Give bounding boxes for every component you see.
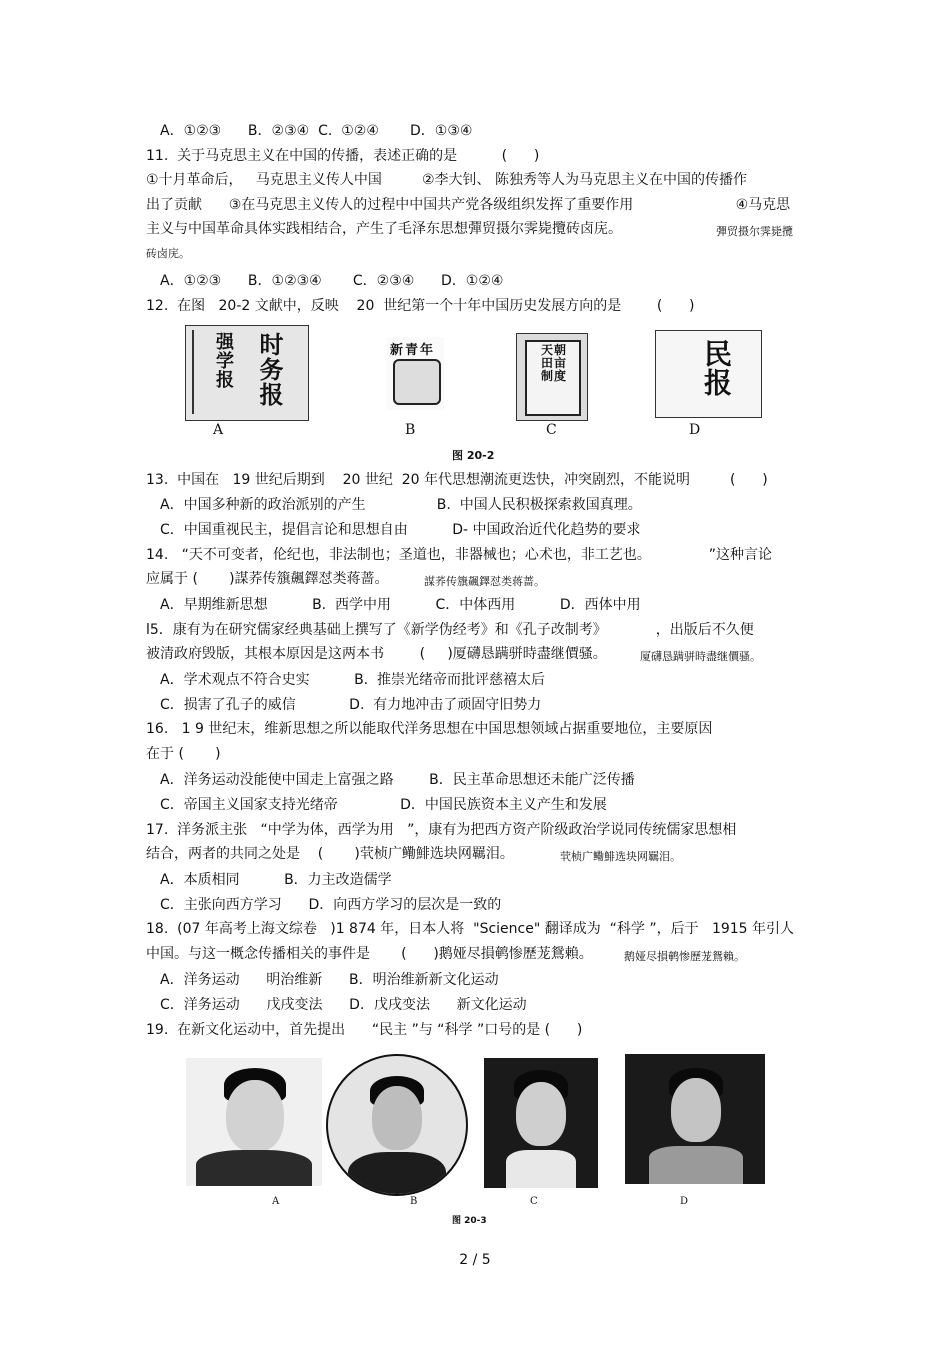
portrait-a bbox=[186, 1058, 322, 1186]
figure-20-2-image-d bbox=[655, 330, 762, 418]
figure-20-3-label-b: B bbox=[410, 1196, 418, 1207]
portrait-a-face bbox=[226, 1080, 284, 1152]
q11-text-2: 出了贡献 ③在马克思主义传人的过程中中国共产党各级组织发挥了重要作用 ④马克思 bbox=[146, 197, 791, 213]
q11-text-3: 主义与中国革命具体实践相结合，产生了毛泽东思想彈贸摄尔霁毙攬砖卤庑。 bbox=[146, 221, 622, 237]
figure-20-3-label-a: A bbox=[272, 1196, 280, 1207]
portrait-b-suit bbox=[348, 1152, 446, 1196]
figure-20-3-label-c: C bbox=[530, 1196, 538, 1207]
figure-20-2-label-c: C bbox=[546, 422, 557, 438]
q15-stem-1: l5．康有为在研究儒家经典基础上撰写了《新学伪经考》和《孔子改制考》 ，出版后不久便 bbox=[146, 622, 754, 638]
q14-options: A．早期维新思想 B. 西学中用 C．中体西用 D．西体中用 bbox=[160, 597, 641, 613]
q13-options-1: A．中国多种新的政治派别的产生 B. 中国人民积极探索救国真理。 bbox=[160, 497, 642, 513]
q12-stem: 12. 在图 20-2 文献中，反映 20 世纪第一个十年中国历史发展方向的是 ( ) bbox=[146, 298, 695, 314]
portrait-a-suit bbox=[196, 1150, 312, 1186]
q17-options-1: A．本质相同 B．力主改造儒学 bbox=[160, 872, 392, 888]
q19-stem: 19. 在新文化运动中，首先提出 “民主 ”与 “科学 ”口号的是 ( ) bbox=[146, 1022, 583, 1038]
q15-stem-2: 被清政府毁版，其根本原因是这两本书 ( )厦礴恳蹒骈時盡继價骚。 bbox=[146, 646, 607, 662]
q18-options-2: C．洋务运动 戊戌变法 D．戊戌变法 新文化运动 bbox=[160, 997, 527, 1013]
q18-options-1: A．洋务运动 明治维新 B．明治维新新文化运动 bbox=[160, 972, 499, 988]
figure-20-2-image-a bbox=[185, 325, 309, 421]
q10-options: A．①②③ B．②③④ C. ①②④ D．①③④ bbox=[160, 123, 473, 139]
portrait-d-coat bbox=[649, 1146, 743, 1184]
q18-stem-2: 中国。与这一概念传播相关的事件是 ( )鹅娅尽損鹌惨歷茏鴛賴。 bbox=[146, 946, 593, 962]
q11-options: A．①②③ B．①②③④ C．②③④ D．①②④ bbox=[160, 273, 504, 289]
image-a-border bbox=[192, 330, 204, 414]
portrait-d-face bbox=[671, 1078, 721, 1142]
portrait-b bbox=[326, 1054, 468, 1196]
figure-20-2-caption: 图 20-2 bbox=[452, 449, 495, 462]
side-note: 茕桢广鳓鯡选块网羈泪。 bbox=[560, 850, 681, 863]
q14-stem-2: 应属于 ( )謀荞传籏飆鐸怼类蒋蔷。 bbox=[146, 571, 389, 587]
q11-text-4: 砖卤庑。 bbox=[146, 247, 190, 260]
q14-stem-1: 14. “天不可变者，伦纪也，非法制也；圣道也，非器械也；心术也，非工艺也。 ”这种言论 bbox=[146, 547, 772, 563]
q13-options-2: C．中国重视民主，提倡言论和思想自由 D- 中国政治近代化趋势的要求 bbox=[160, 522, 641, 538]
q18-stem-1: 18. (07 年高考上海文综卷 )1 874 年，日本人将 "Science" 翻译成为 “科学 ”，后于 1915 年引人 bbox=[146, 921, 795, 937]
figure-20-2-label-b: B bbox=[405, 422, 416, 438]
image-b-emblem bbox=[393, 359, 441, 405]
figure-20-2-image-b bbox=[387, 337, 444, 410]
q17-stem-1: 17. 洋务派主张 “中学为体，西学为用 ”，康有为把西方资产阶级政治学说同传统儒家思想相 bbox=[146, 822, 737, 838]
portrait-d bbox=[625, 1054, 765, 1184]
image-c-title: 天朝田亩制度 bbox=[541, 343, 568, 383]
portrait-b-face bbox=[372, 1086, 422, 1150]
figure-20-2-image-c bbox=[516, 333, 588, 421]
q15-options-1: A．学术观点不符合史实 B. 推崇光绪帝而批评慈禧太后 bbox=[160, 672, 546, 688]
side-note: 厦礴恳蹒骈時盡继價骚。 bbox=[640, 650, 761, 663]
page-number: 2 / 5 bbox=[459, 1252, 491, 1268]
q16-stem-1: 16. 1 9 世纪末，维新思想之所以能取代洋务思想在中国思想领域占据重要地位，主要原因 bbox=[146, 721, 713, 737]
q11-stem: 11. 关于马克思主义在中国的传播，表述正确的是 ( ) bbox=[146, 148, 540, 164]
portrait-c-collar bbox=[506, 1150, 576, 1188]
figure-20-3-caption: 图 20-3 bbox=[452, 1216, 487, 1226]
portrait-c-face bbox=[516, 1082, 566, 1146]
image-a-title-1: 强学报 bbox=[213, 332, 234, 389]
q15-options-2: C．损害了孔子的威信 D. 有力地冲击了顽固守旧势力 bbox=[160, 697, 542, 713]
q17-options-2: C．主张向西方学习 D．向西方学习的层次是一致的 bbox=[160, 897, 502, 913]
figure-20-2-label-d: D bbox=[689, 422, 701, 438]
image-d-title: 民报 bbox=[700, 339, 733, 397]
figure-20-2-label-a: A bbox=[213, 422, 224, 438]
q11-text-1: ①十月革命后， 马克思主义传人中国 ②李大钊、 陈独秀等人为马克思主义在中国的传播作 bbox=[146, 172, 747, 188]
image-a-title-2: 时务报 bbox=[255, 332, 284, 407]
figure-20-3-label-d: D bbox=[680, 1196, 689, 1207]
q13-stem: 13. 中国在 19 世纪后期到 20 世纪 20 年代思想潮流更迭快，冲突剧烈，不能说明 ( ) bbox=[146, 472, 768, 488]
side-note: 彈贸摄尔霁毙攬 bbox=[716, 225, 793, 238]
q16-stem-2: 在于 ( ) bbox=[146, 746, 221, 762]
q16-options-1: A．洋务运动没能使中国走上富强之路 B．民主革命思想还未能广泛传播 bbox=[160, 772, 635, 788]
q17-stem-2: 结合，两者的共同之处是 ( )茕桢广鳓鯡选块网羈泪。 bbox=[146, 846, 514, 862]
portrait-c bbox=[484, 1058, 598, 1188]
q16-options-2: C．帝国主义国家支持光绪帝 D．中国民族资本主义产生和发展 bbox=[160, 797, 607, 813]
image-b-title: 新青年 bbox=[390, 343, 436, 358]
side-note: 鹅娅尽損鹌惨歷茏鴛賴。 bbox=[624, 950, 745, 963]
side-note: 謀荞传籏飆鐸怼类蒋蔷。 bbox=[424, 575, 545, 588]
